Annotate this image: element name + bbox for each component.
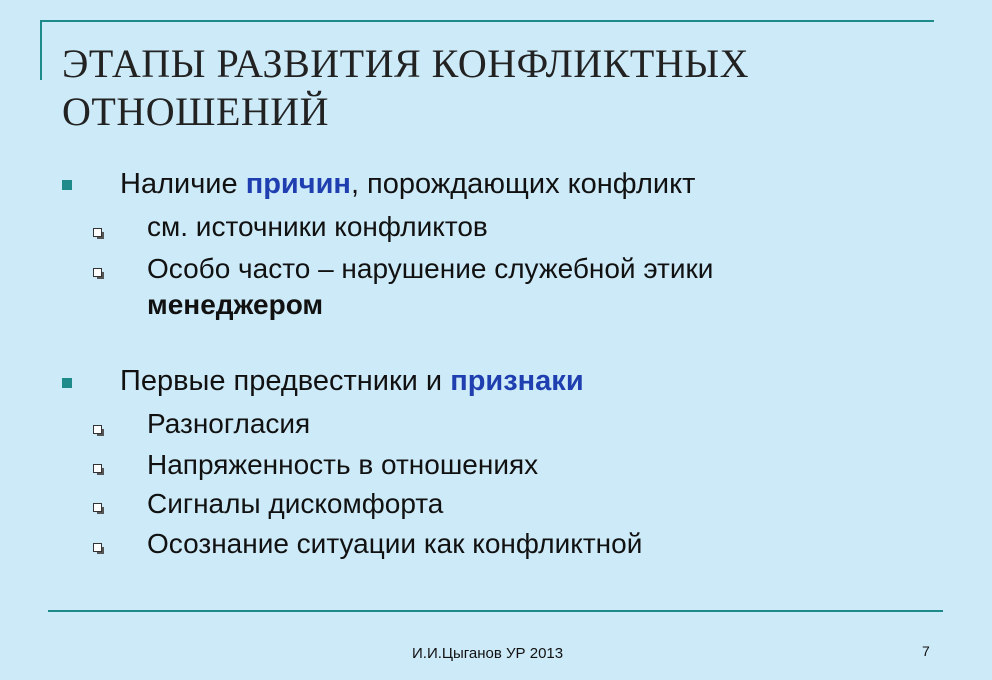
section1-heading (120, 167, 695, 201)
square-bullet-icon (62, 180, 72, 190)
section2-heading-emphasis: признаки (450, 365, 584, 397)
title-line-1: ЭТАПЫ РАЗВИТИЯ КОНФЛИКТНЫХ (62, 41, 749, 86)
checkbox-bullet-icon (93, 228, 102, 237)
checkbox-bullet-icon (93, 464, 102, 473)
section1-item: см. источники конфликтов (147, 211, 488, 242)
square-bullet-icon (62, 378, 72, 388)
checkbox-bullet-icon (93, 425, 102, 434)
section2-item: Разногласия (147, 408, 311, 439)
checkbox-bullet-icon (93, 268, 102, 277)
footer-divider (48, 610, 943, 612)
section2-heading (120, 364, 584, 398)
section2-item: Сигналы дискомфорта (147, 488, 444, 519)
checkbox-bullet-icon (93, 503, 102, 512)
checkbox-bullet-icon (93, 543, 102, 552)
section2-item: Напряженность в отношениях (147, 449, 539, 480)
title-line-2: ОТНОШЕНИЙ (62, 89, 330, 134)
section1-heading-post: , порождающих конфликт (350, 168, 696, 200)
section1-heading-pre: Наличие (120, 168, 246, 200)
section2-heading-pre: Первые предвестники и (120, 365, 451, 397)
section1-item-continuation: менеджером (147, 289, 324, 320)
footer-author: И.И.Цыганов УР 2013 (412, 645, 564, 662)
page-number: 7 (922, 643, 930, 659)
section1-item: Особо часто – нарушение служебной этики (147, 253, 714, 284)
section1-heading-emphasis: причин (245, 168, 351, 200)
section2-item: Осознание ситуации как конфликтной (147, 528, 643, 559)
